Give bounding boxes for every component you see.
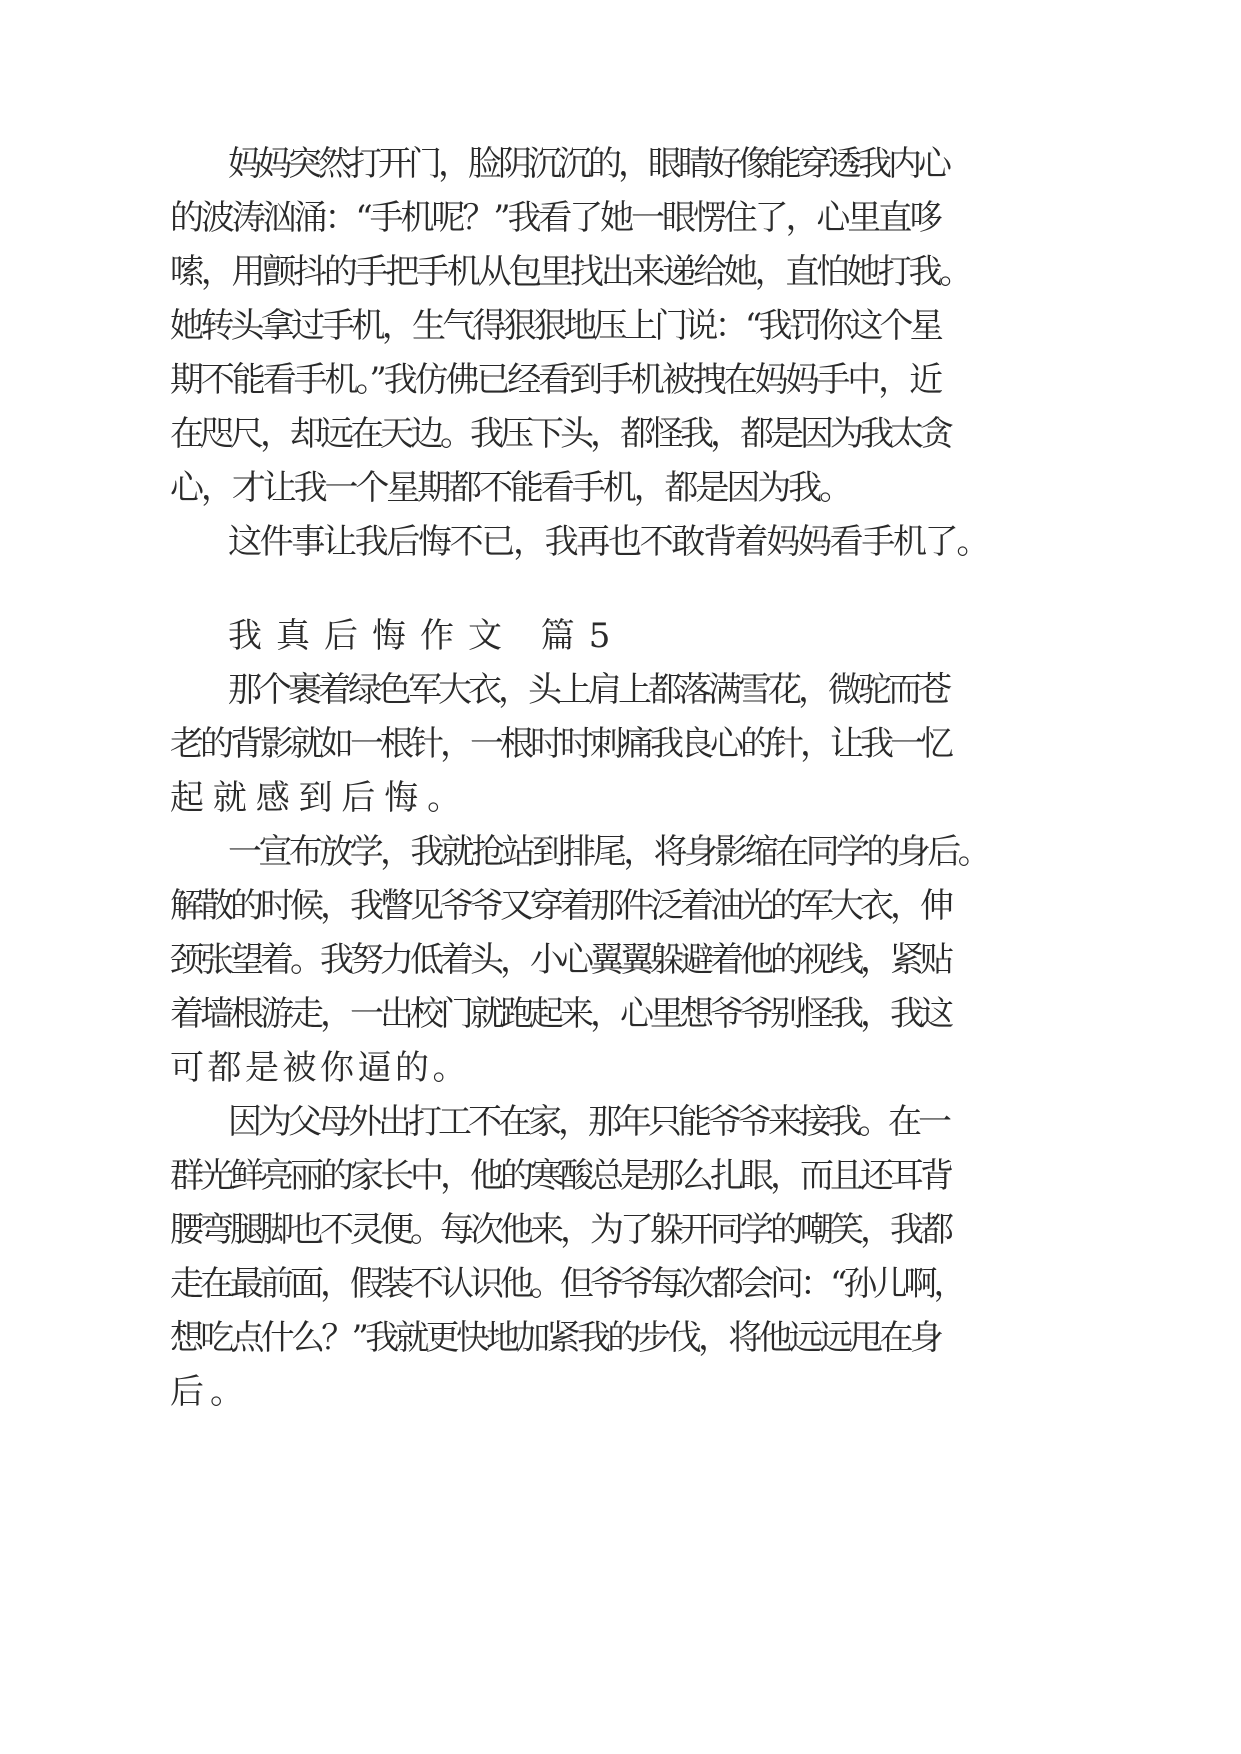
section-paragraph-1-line-2: 老的背影就如一根针，一根时时刺痛我良心的针，让我一忆 — [170, 724, 950, 764]
paragraph-1-line-2: 的波涛汹涌：“手机呢？”我看了她一眼愣住了，心里直哆 — [170, 198, 940, 238]
section-paragraph-3-line-1: 因为父母外出打工不在家，那年只能爷爷来接我。在一 — [228, 1102, 948, 1142]
paragraph-1-line-7: 心，才让我一个星期都不能看手机，都是因为我。 — [170, 468, 850, 508]
section-paragraph-2-line-2: 解散的时候，我瞥见爷爷又穿着那件泛着油光的军大衣，伸 — [170, 886, 950, 926]
section-paragraph-2-line-3: 颈张望着。我努力低着头，小心翼翼躲避着他的视线，紧贴 — [170, 940, 950, 980]
section-paragraph-2-line-1: 一宣布放学，我就抢站到排尾，将身影缩在同学的身后。 — [228, 832, 988, 872]
section-paragraph-3-line-4: 走在最前面，假装不认识他。但爷爷每次都会问：“孙儿啊， — [170, 1264, 964, 1304]
section-paragraph-3-line-6: 后。 — [170, 1372, 250, 1412]
section-paragraph-2-line-4: 着墙根游走，一出校门就跑起来，心里想爷爷别怪我，我这 — [170, 994, 950, 1034]
section-paragraph-1-line-3: 起就感到后悔。 — [170, 778, 470, 818]
paragraph-2-line-1: 这件事让我后悔不已，我再也不敢背着妈妈看手机了。 — [228, 522, 988, 562]
section-paragraph-1-line-1: 那个裹着绿色军大衣，头上肩上都落满雪花，微驼而苍 — [228, 670, 948, 710]
paragraph-1-line-1: 妈妈突然打开门，脸阴沉沉的，眼睛好像能穿透我内心 — [228, 144, 948, 184]
paragraph-1-line-5: 期不能看手机。”我仿佛已经看到手机被拽在妈妈手中，近 — [170, 360, 940, 400]
section-paragraph-3-line-3: 腰弯腿脚也不灵便。每次他来，为了躲开同学的嘲笑，我都 — [170, 1210, 950, 1250]
section-paragraph-3-line-5: 想吃点什么？”我就更快地加紧我的步伐，将他远远甩在身 — [170, 1318, 940, 1358]
section-paragraph-2-line-5: 可都是被你逼的。 — [170, 1048, 470, 1088]
section-paragraph-3-line-2: 群光鲜亮丽的家长中，他的寒酸总是那么扎眼，而且还耳背 — [170, 1156, 950, 1196]
paragraph-1-line-6: 在咫尺，却远在天边。我压下头，都怪我，都是因为我太贪 — [170, 414, 950, 454]
paragraph-1-line-4: 她转头拿过手机，生气得狠狠地压上门说：“我罚你这个星 — [170, 306, 940, 346]
paragraph-1-line-3: 嗦，用颤抖的手把手机从包里找出来递给她，直怕她打我。 — [170, 252, 970, 292]
section-heading: 我真后悔作文 篇5 — [228, 616, 625, 656]
